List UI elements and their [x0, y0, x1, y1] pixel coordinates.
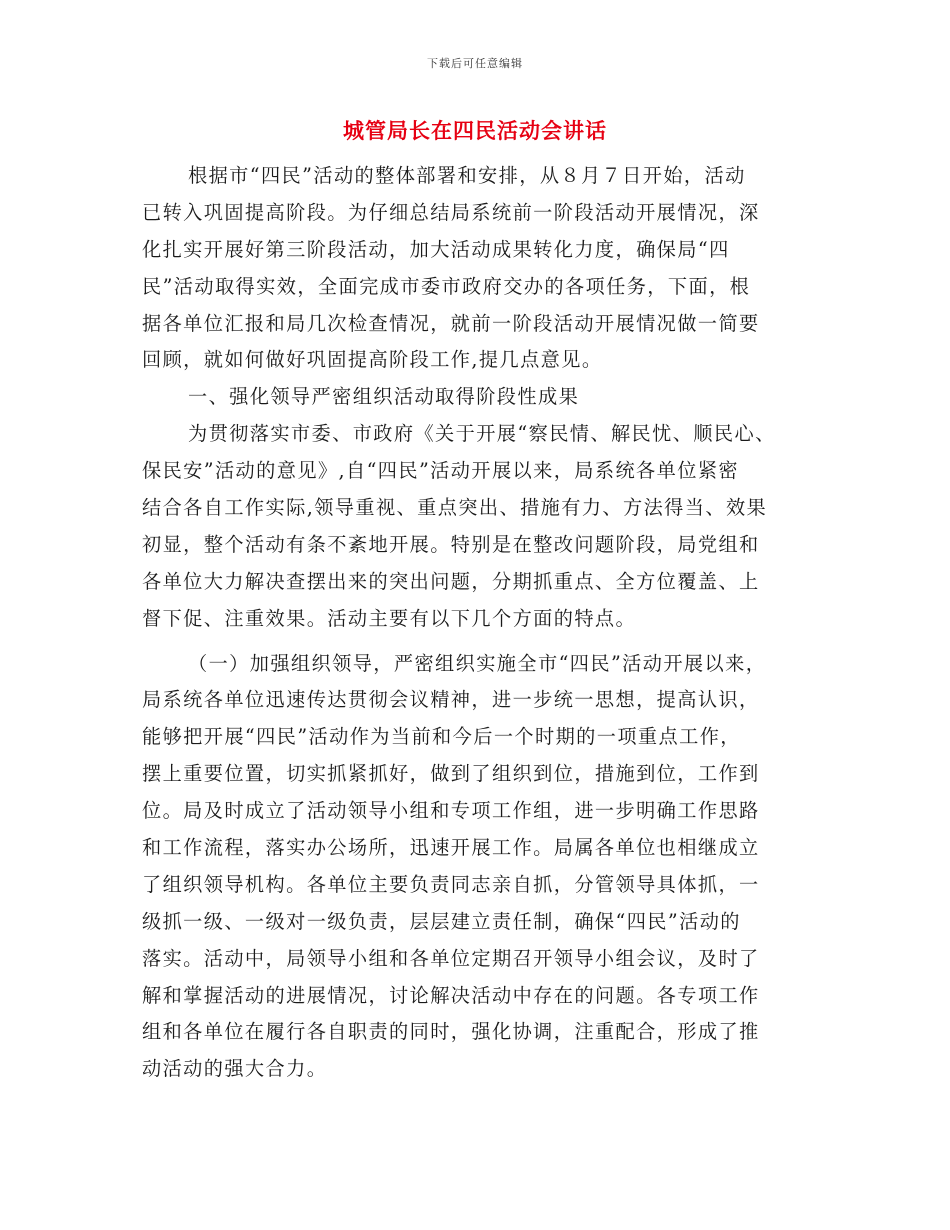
paragraph-line: 根据市“四民”活动的整体部署和安排，从８月７日开始，活动: [188, 164, 746, 187]
document-body: [142, 158, 802, 1088]
paragraph-line: 落实。活动中，局领导小组和各单位定期召开领导小组会议，及时了: [142, 946, 760, 970]
paragraph-line: 了组织领导机构。各单位主要负责同志亲自抓，分管领导具体抓，一: [142, 872, 760, 896]
paragraph-line: 据各单位汇报和局几次检查情况，就前一阶段活动开展情况做一简要: [142, 311, 760, 335]
paragraph-line: 能够把开展“四民”活动作为当前和今后一个时期的一项重点工作，: [142, 725, 741, 749]
paragraph-line: 化扎实开展好第三阶段活动，加大活动成果转化力度，确保局“四: [142, 237, 730, 261]
paragraph-line: 位。局及时成立了活动领导小组和专项工作组，进一步明确工作思路: [142, 799, 760, 823]
header-note: 下载后可任意编辑: [427, 57, 523, 70]
subsection-line: （一）加强组织领导，严密组织实施全市“四民”活动开展以来，: [188, 651, 767, 675]
paragraph-line: 为贯彻落实市委、市政府《关于开展“察民情、解民忧、顺民心、: [188, 422, 776, 446]
section-heading: 一、强化领导严密组织活动取得阶段性成果: [188, 385, 580, 409]
paragraph-line: 级抓一级、一级对一级负责，层层建立责任制，确保“四民”活动的: [142, 909, 741, 933]
paragraph-line: 民”活动取得实效，全面完成市委市政府交办的各项任务，下面，根: [142, 274, 751, 298]
paragraph-line: 和工作流程，落实办公场所，迅速开展工作。局属各单位也相继成立: [142, 836, 760, 860]
paragraph-line: 结合各自工作实际,领导重视、重点突出、措施有力、方法得当、效果: [142, 496, 768, 520]
paragraph-line: 已转入巩固提高阶段。为仔细总结局系统前一阶段活动开展情况，深: [142, 200, 760, 224]
paragraph-line: 各单位大力解决查摆出来的突出问题，分期抓重点、全方位覆盖、上: [142, 569, 760, 593]
paragraph-line: 督下促、注重效果。活动主要有以下几个方面的特点。: [142, 606, 637, 630]
paragraph-line: 初显，整个活动有条不紊地开展。特别是在整改问题阶段，局党组和: [142, 532, 760, 556]
paragraph-line: 摆上重要位置，切实抓紧抓好，做到了组织到位，措施到位，工作到: [142, 762, 760, 786]
paragraph-line: 局系统各单位迅速传达贯彻会议精神，进一步统一思想，提高认识，: [142, 688, 760, 712]
paragraph-line: 回顾，就如何做好巩固提高阶段工作,提几点意见。: [142, 348, 603, 372]
paragraph-line: 组和各单位在履行各自职责的同时，强化协调，注重配合，形成了推: [142, 1020, 760, 1044]
paragraph-line: 动活动的强大合力。: [142, 1057, 328, 1081]
paragraph-line: 解和掌握活动的进展情况，讨论解决活动中存在的问题。各专项工作: [142, 983, 760, 1007]
document-title: 城管局长在四民活动会讲话: [343, 118, 607, 143]
paragraph-line: 保民安”活动的意见》,自“四民”活动开展以来，局系统各单位紧密: [142, 459, 739, 483]
